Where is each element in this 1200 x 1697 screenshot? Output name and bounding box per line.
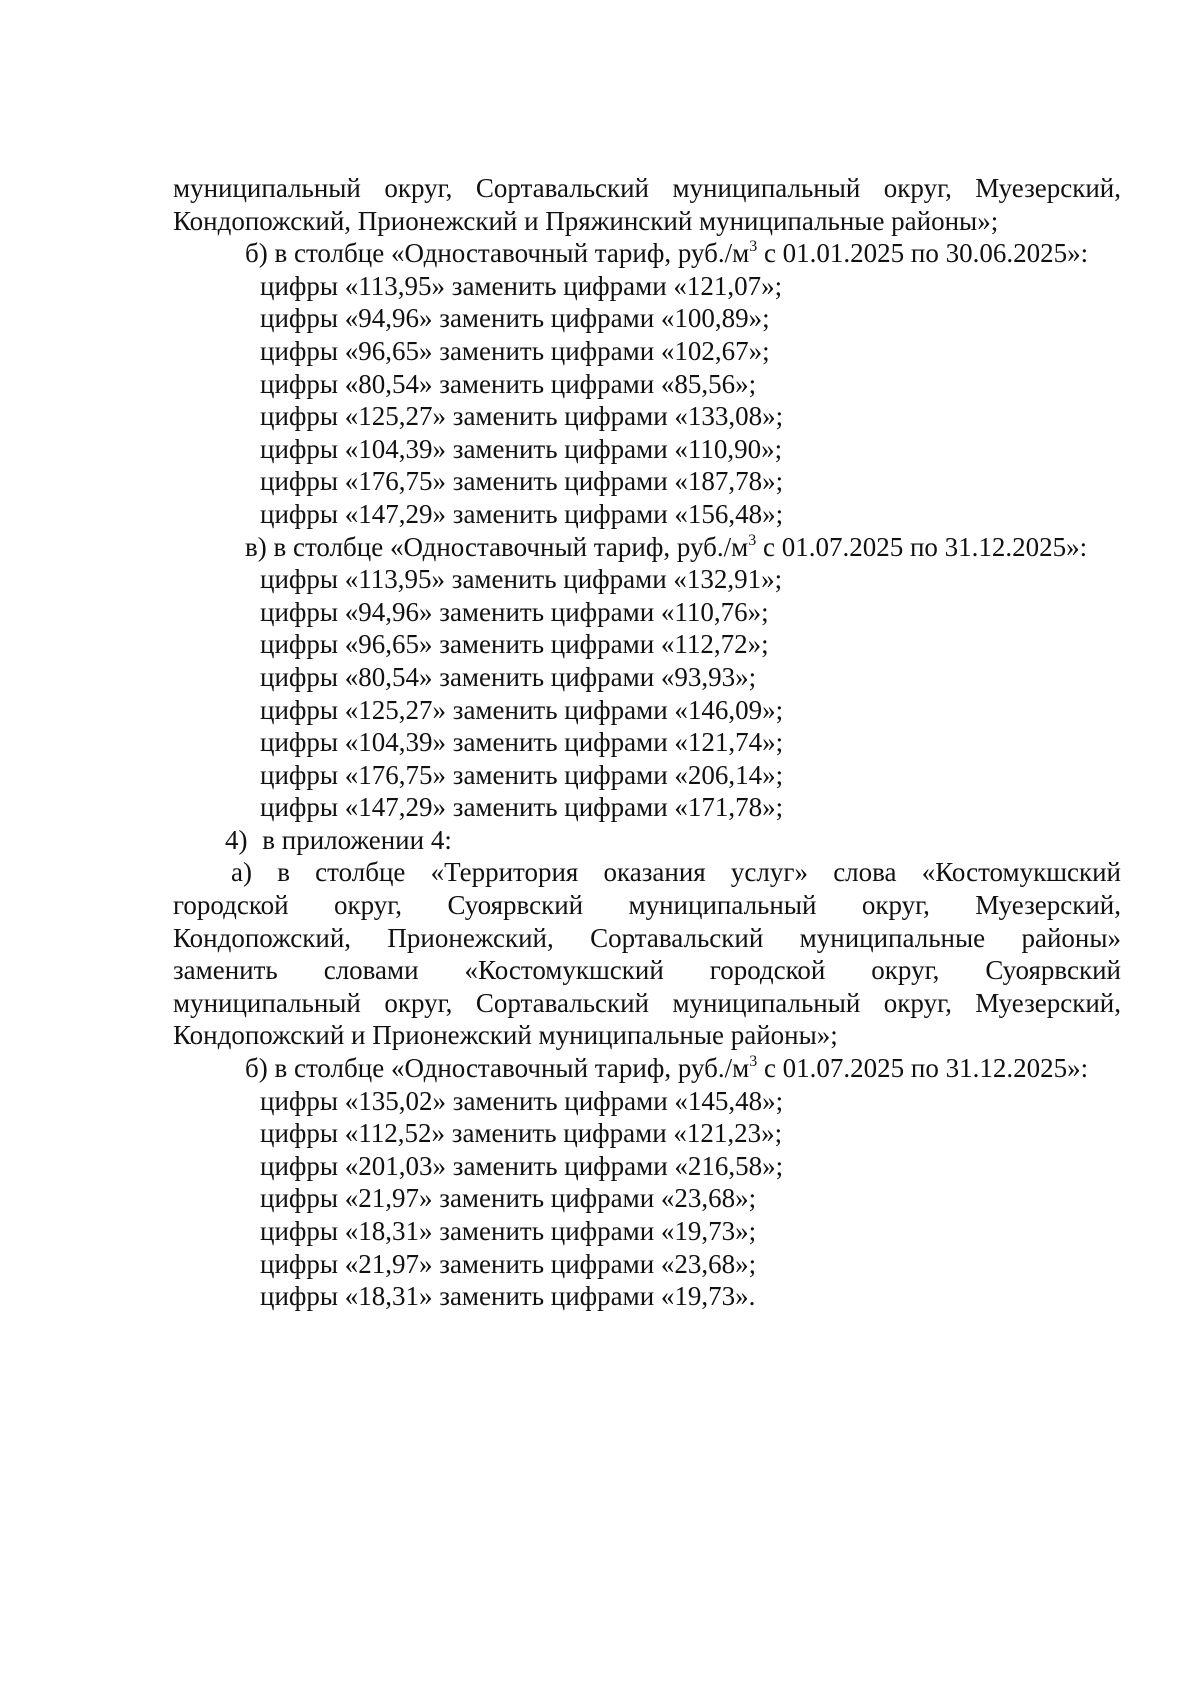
- list-item: цифры «18,31» заменить цифрами «19,73»;: [260, 1216, 757, 1246]
- list-item: цифры «112,52» заменить цифрами «121,23»;: [260, 1118, 783, 1149]
- list-item: цифры «80,54» заменить цифрами «93,93»;: [260, 661, 757, 692]
- list-item: цифры «21,97» заменить цифрами «23,68»;: [260, 1183, 757, 1214]
- paragraph-line: муниципальный округ, Сортавальский муниципальный округ, Муезерский,: [173, 173, 1121, 203]
- superscript: 3: [748, 531, 757, 549]
- list-item: цифры «113,95» заменить цифрами «121,07»;: [260, 270, 783, 301]
- paragraph-line: муниципальный округ, Сортавальский муниципальный округ, Муезерский,: [173, 987, 1121, 1018]
- list-item: цифры «94,96» заменить цифрами «110,76»;: [260, 596, 769, 627]
- list-item: цифры «201,03» заменить цифрами «216,58»;: [260, 1150, 784, 1181]
- list-item: цифры «125,27» заменить цифрами «133,08»;: [260, 401, 784, 432]
- paragraph-a: [173, 856, 1121, 1052]
- paragraph-line: городской округ, Суоярвский муниципальный округ, Муезерский,: [173, 890, 1121, 921]
- paragraph-line: заменить словами «Костомукшский городской округ, Суоярвский: [173, 955, 1121, 986]
- superscript: 3: [749, 1053, 758, 1071]
- list-item: цифры «104,39» заменить цифрами «121,74»;: [260, 727, 784, 758]
- list-item: цифры «96,65» заменить цифрами «112,72»;: [260, 629, 769, 660]
- list-item: цифры «113,95» заменить цифрами «132,91»;: [260, 564, 783, 595]
- list-item: цифры «125,27» заменить цифрами «146,09»;: [260, 694, 784, 725]
- list-item: цифры «147,29» заменить цифрами «156,48»;: [260, 498, 784, 529]
- list-item: цифры «176,75» заменить цифрами «187,78»;: [260, 466, 784, 497]
- paragraph-line: а) в столбце «Территория оказания услуг» слова «Костомукшский: [231, 857, 1121, 888]
- section-title: в приложении 4:: [262, 824, 452, 855]
- section-heading-4: [173, 824, 1121, 857]
- paragraph-line: Кондопожский, Прионежский, Сортавальский муниципальные районы»: [173, 922, 1121, 953]
- subitem-heading-v: в) в столбце «Одноставочный тариф, $руб./м^3$ с 01.07.2025 по 31.12.2025»:: [245, 531, 1088, 562]
- section-number: 4): [225, 824, 248, 855]
- list-item: цифры «18,31» заменить цифрами «19,73».: [260, 1281, 756, 1312]
- paragraph-line: Кондопожский, Прионежский и Пряжинский муниципальные районы»;: [173, 205, 999, 236]
- subitem-heading-b: б) в столбце «Одноставочный тариф, $руб./м^3$ с 01.07.2025 по 31.12.2025»:: [245, 1053, 1089, 1084]
- list-item: цифры «135,02» заменить цифрами «145,48»;: [260, 1085, 784, 1116]
- list-item: цифры «176,75» заменить цифрами «206,14»;: [260, 759, 784, 790]
- paragraph-line: Кондопожский и Прионежский муниципальные районы»;: [173, 1020, 838, 1051]
- subitem-heading-b: б) в столбце «Одноставочный тариф, $руб./м^3$ с 01.01.2025 по 30.06.2025»:: [245, 238, 1089, 269]
- list-item: цифры «104,39» заменить цифрами «110,90»;: [260, 433, 783, 464]
- replacement-list: [173, 270, 1121, 531]
- list-item: цифры «21,97» заменить цифрами «23,68»;: [260, 1248, 757, 1279]
- list-item: цифры «94,96» заменить цифрами «100,89»;: [260, 303, 770, 334]
- list-item: цифры «147,29» заменить цифрами «171,78»;: [260, 792, 784, 823]
- superscript: 3: [749, 238, 758, 256]
- replacement-list: [173, 1085, 1121, 1313]
- list-item: цифры «80,54» заменить цифрами «85,56»;: [260, 368, 757, 399]
- document-page: [173, 172, 1121, 1313]
- list-item: цифры «96,65» заменить цифрами «102,67»;: [260, 335, 770, 366]
- replacement-list: [173, 563, 1121, 824]
